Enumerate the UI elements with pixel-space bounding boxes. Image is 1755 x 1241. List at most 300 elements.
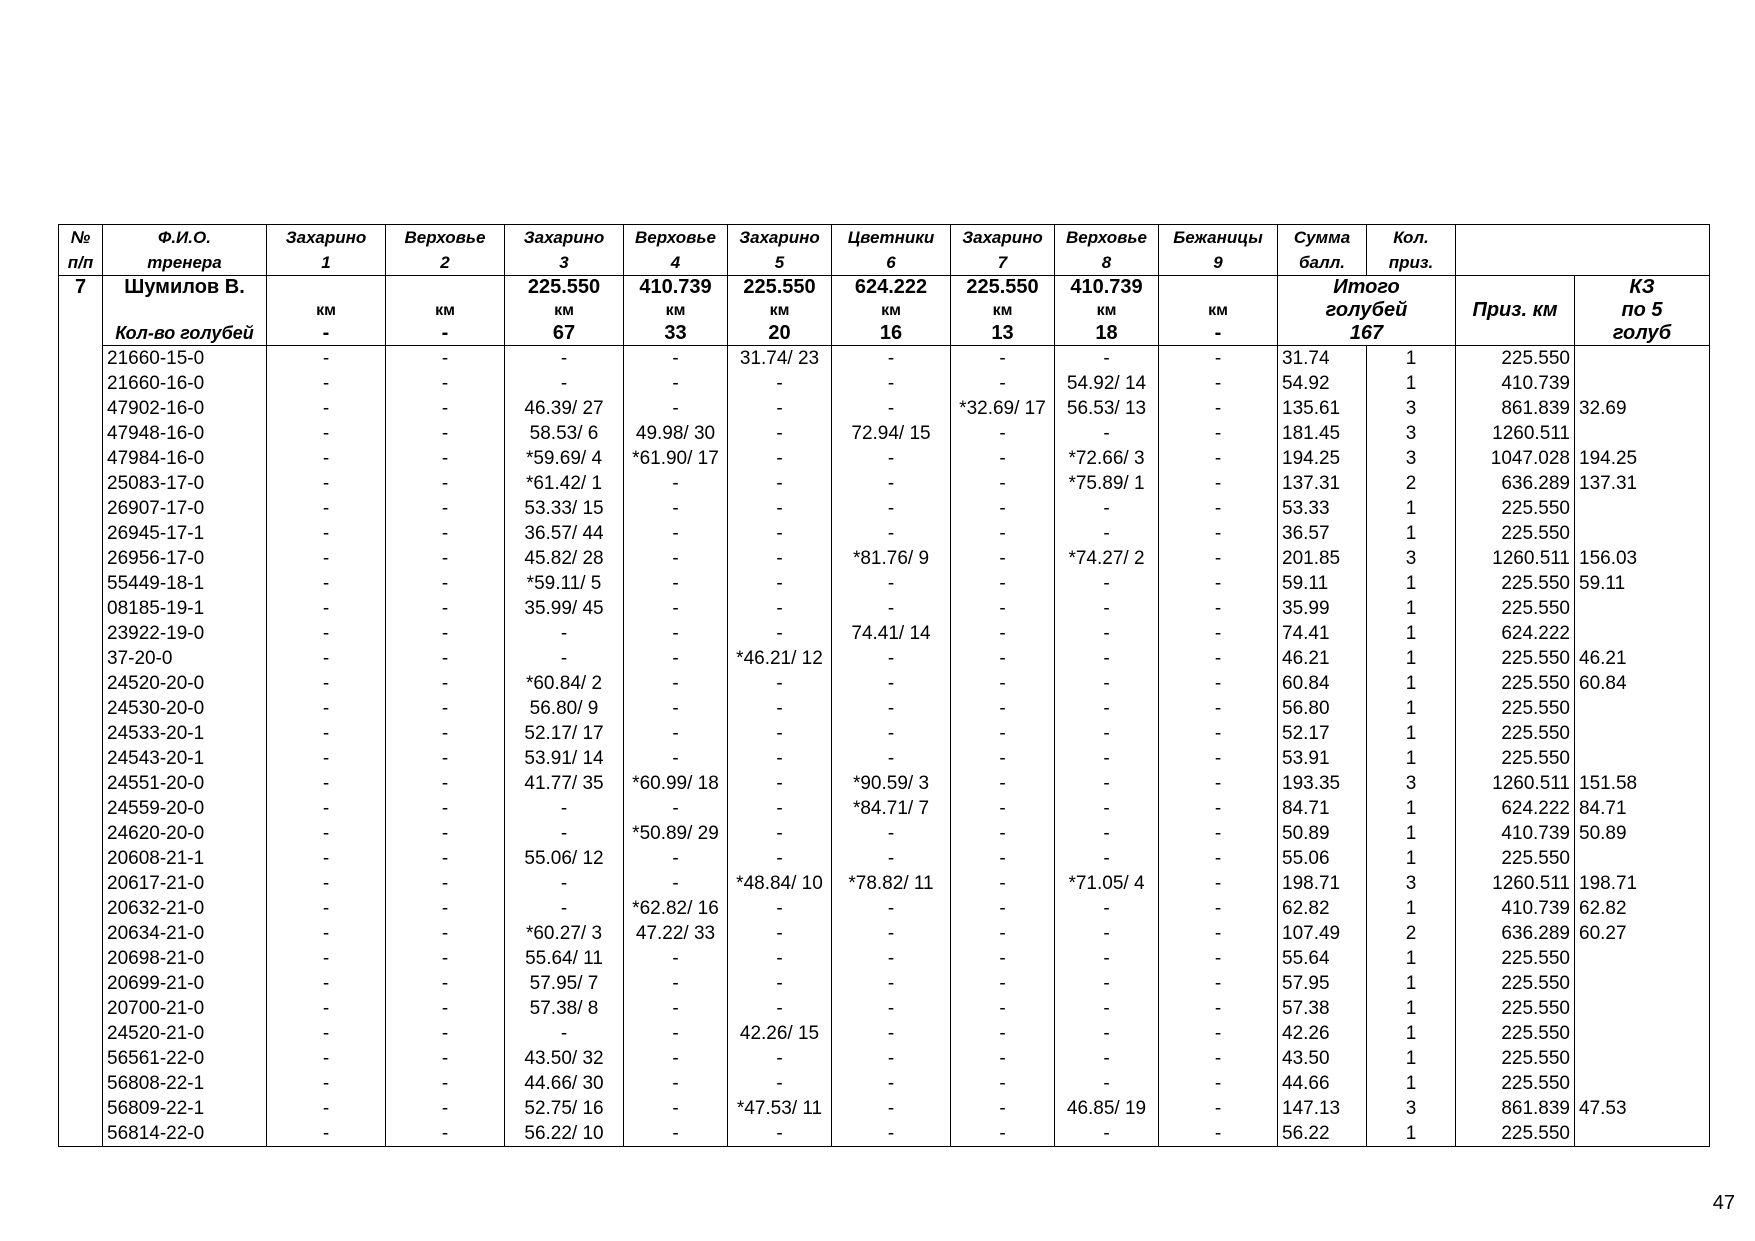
- row-number-blank: [59, 446, 103, 471]
- race-result-7: -: [951, 471, 1055, 496]
- race-result-4: -: [624, 671, 728, 696]
- ring-number: 24543-20-1: [103, 746, 267, 771]
- race-result-3: 46.39/ 27: [505, 396, 624, 421]
- prize-count: 1: [1367, 946, 1456, 971]
- table-row: [59, 771, 1710, 796]
- ring-number: 24620-20-0: [103, 821, 267, 846]
- race-result-8: -: [1055, 1021, 1159, 1046]
- race-result-5: 31.74/ 23: [728, 346, 832, 372]
- table-row: [59, 521, 1710, 546]
- ring-number: 47902-16-0: [103, 396, 267, 421]
- header-race-3: Захарино: [505, 225, 624, 251]
- race-result-9: -: [1159, 446, 1278, 471]
- race-result-1: -: [267, 946, 386, 971]
- race-result-5: -: [728, 496, 832, 521]
- prize-count: 3: [1367, 546, 1456, 571]
- unit-6: км: [832, 299, 951, 322]
- ring-number: 24530-20-0: [103, 696, 267, 721]
- ring-number: 20699-21-0: [103, 971, 267, 996]
- race-result-5: -: [728, 446, 832, 471]
- table-row: [59, 721, 1710, 746]
- race-result-4: *60.99/ 18: [624, 771, 728, 796]
- ring-number: 24533-20-1: [103, 721, 267, 746]
- race-result-8: -: [1055, 621, 1159, 646]
- sum-points: 74.41: [1278, 621, 1367, 646]
- kz-value: [1575, 371, 1710, 396]
- race-result-7: -: [951, 421, 1055, 446]
- race-result-6: -: [832, 946, 951, 971]
- prize-count: 3: [1367, 396, 1456, 421]
- table-row: [59, 421, 1710, 446]
- race-result-3: *61.42/ 1: [505, 471, 624, 496]
- header-prizes-sub: приз.: [1367, 250, 1456, 276]
- count-3: 67: [505, 322, 624, 346]
- race-result-4: -: [624, 846, 728, 871]
- header-prizes: Кол.: [1367, 225, 1456, 251]
- race-result-4: *62.82/ 16: [624, 896, 728, 921]
- race-result-6: -: [832, 821, 951, 846]
- distance-2: [386, 276, 505, 300]
- table-row: [59, 571, 1710, 596]
- race-result-5: -: [728, 471, 832, 496]
- row-number-blank: [59, 1046, 103, 1071]
- race-result-1: -: [267, 621, 386, 646]
- row-number-blank: [59, 1021, 103, 1046]
- prize-count: 1: [1367, 596, 1456, 621]
- kz-value: 46.21: [1575, 646, 1710, 671]
- prize-km: 225.550: [1456, 496, 1575, 521]
- race-result-6: -: [832, 1046, 951, 1071]
- race-result-4: -: [624, 396, 728, 421]
- table-row: [59, 346, 1710, 372]
- race-result-3: -: [505, 646, 624, 671]
- row-number-blank: [59, 621, 103, 646]
- race-result-6: -: [832, 1071, 951, 1096]
- race-result-9: -: [1159, 946, 1278, 971]
- race-result-7: -: [951, 621, 1055, 646]
- race-result-3: -: [505, 821, 624, 846]
- race-result-7: -: [951, 721, 1055, 746]
- race-result-1: -: [267, 771, 386, 796]
- race-result-8: *71.05/ 4: [1055, 871, 1159, 896]
- sum-points: 59.11: [1278, 571, 1367, 596]
- race-result-7: -: [951, 1021, 1055, 1046]
- race-result-1: -: [267, 896, 386, 921]
- prize-km: 225.550: [1456, 946, 1575, 971]
- race-result-9: -: [1159, 771, 1278, 796]
- race-result-3: -: [505, 796, 624, 821]
- header-row-top: [59, 225, 1710, 251]
- row-number-blank: [59, 346, 103, 372]
- race-result-2: -: [386, 696, 505, 721]
- sum-points: 43.50: [1278, 1046, 1367, 1071]
- race-result-5: -: [728, 1046, 832, 1071]
- race-result-5: *48.84/ 10: [728, 871, 832, 896]
- race-result-5: -: [728, 396, 832, 421]
- sum-points: 42.26: [1278, 1021, 1367, 1046]
- race-result-6: -: [832, 1121, 951, 1147]
- kz-value: 60.27: [1575, 921, 1710, 946]
- sum-points: 198.71: [1278, 871, 1367, 896]
- race-result-1: -: [267, 696, 386, 721]
- table-row: [59, 921, 1710, 946]
- sum-points: 181.45: [1278, 421, 1367, 446]
- race-result-7: -: [951, 1046, 1055, 1071]
- race-result-3: -: [505, 896, 624, 921]
- row-number-blank: [59, 696, 103, 721]
- prize-km: 636.289: [1456, 921, 1575, 946]
- table-row: [59, 946, 1710, 971]
- race-result-2: -: [386, 1021, 505, 1046]
- table-row: [59, 671, 1710, 696]
- race-result-1: -: [267, 646, 386, 671]
- race-result-1: -: [267, 1046, 386, 1071]
- prize-count: 1: [1367, 1021, 1456, 1046]
- table-row: [59, 371, 1710, 396]
- race-result-6: -: [832, 1096, 951, 1121]
- header-race-4-no: 4: [624, 250, 728, 276]
- race-result-5: -: [728, 996, 832, 1021]
- table-row: [59, 871, 1710, 896]
- sum-points: 53.91: [1278, 746, 1367, 771]
- race-result-2: -: [386, 646, 505, 671]
- race-result-2: -: [386, 721, 505, 746]
- trainer-blank: [103, 299, 267, 322]
- race-result-6: -: [832, 896, 951, 921]
- kz-value: [1575, 496, 1710, 521]
- race-result-5: -: [728, 796, 832, 821]
- row-number-blank: [59, 921, 103, 946]
- race-result-6: -: [832, 696, 951, 721]
- prize-km: 225.550: [1456, 671, 1575, 696]
- race-result-1: -: [267, 796, 386, 821]
- kz-value: 84.71: [1575, 796, 1710, 821]
- table-row: [59, 396, 1710, 421]
- prize-km: 225.550: [1456, 646, 1575, 671]
- race-result-8: -: [1055, 1071, 1159, 1096]
- race-result-3: 36.57/ 44: [505, 521, 624, 546]
- sum-points: 55.06: [1278, 846, 1367, 871]
- prize-count: 1: [1367, 746, 1456, 771]
- race-result-4: -: [624, 1071, 728, 1096]
- race-result-9: -: [1159, 346, 1278, 372]
- prize-count: 1: [1367, 1046, 1456, 1071]
- race-result-7: -: [951, 1071, 1055, 1096]
- race-result-4: -: [624, 746, 728, 771]
- race-result-9: -: [1159, 871, 1278, 896]
- prize-km: 861.839: [1456, 1096, 1575, 1121]
- prize-km: 225.550: [1456, 596, 1575, 621]
- section-row-units: [59, 299, 1710, 322]
- race-result-1: -: [267, 396, 386, 421]
- ring-number: 20698-21-0: [103, 946, 267, 971]
- distance-6: 624.222: [832, 276, 951, 300]
- row-number-blank: [59, 471, 103, 496]
- header-blank-km: [1456, 225, 1575, 251]
- race-result-6: -: [832, 571, 951, 596]
- race-result-8: -: [1055, 596, 1159, 621]
- header-race-3-no: 3: [505, 250, 624, 276]
- race-result-2: -: [386, 771, 505, 796]
- race-result-7: -: [951, 646, 1055, 671]
- prize-km: 410.739: [1456, 821, 1575, 846]
- sum-points: 54.92: [1278, 371, 1367, 396]
- race-result-4: -: [624, 546, 728, 571]
- kz-value: [1575, 746, 1710, 771]
- sum-points: 36.57: [1278, 521, 1367, 546]
- race-result-5: 42.26/ 15: [728, 1021, 832, 1046]
- table-row: [59, 746, 1710, 771]
- race-result-9: -: [1159, 921, 1278, 946]
- race-result-5: -: [728, 971, 832, 996]
- prize-km: 861.839: [1456, 396, 1575, 421]
- race-result-1: -: [267, 1096, 386, 1121]
- row-number-blank: [59, 996, 103, 1021]
- race-result-5: -: [728, 521, 832, 546]
- race-result-8: -: [1055, 496, 1159, 521]
- sum-points: 35.99: [1278, 596, 1367, 621]
- kz-label-1: КЗ: [1575, 276, 1710, 300]
- race-result-4: -: [624, 1046, 728, 1071]
- sum-points: 56.22: [1278, 1121, 1367, 1147]
- ring-number: 56808-22-1: [103, 1071, 267, 1096]
- race-result-8: -: [1055, 1046, 1159, 1071]
- race-result-8: 54.92/ 14: [1055, 371, 1159, 396]
- prize-count: 1: [1367, 621, 1456, 646]
- distance-9: [1159, 276, 1278, 300]
- race-result-2: -: [386, 671, 505, 696]
- table-row: [59, 1121, 1710, 1147]
- kz-value: [1575, 946, 1710, 971]
- prize-count: 1: [1367, 696, 1456, 721]
- kz-label-2: по 5: [1575, 299, 1710, 322]
- sum-points: 107.49: [1278, 921, 1367, 946]
- race-result-3: 56.22/ 10: [505, 1121, 624, 1147]
- race-result-9: -: [1159, 796, 1278, 821]
- race-result-6: -: [832, 1021, 951, 1046]
- header-race-7: Захарино: [951, 225, 1055, 251]
- race-result-4: -: [624, 796, 728, 821]
- distance-7: 225.550: [951, 276, 1055, 300]
- race-result-6: *90.59/ 3: [832, 771, 951, 796]
- race-result-2: -: [386, 546, 505, 571]
- prize-km: 225.550: [1456, 971, 1575, 996]
- race-result-2: -: [386, 396, 505, 421]
- table-row: [59, 471, 1710, 496]
- prize-count: 1: [1367, 996, 1456, 1021]
- sum-points: 52.17: [1278, 721, 1367, 746]
- count-label: Кол-во голубей: [103, 322, 267, 346]
- race-result-5: -: [728, 771, 832, 796]
- race-result-3: 55.06/ 12: [505, 846, 624, 871]
- sum-points: 46.21: [1278, 646, 1367, 671]
- race-result-8: -: [1055, 646, 1159, 671]
- sum-points: 56.80: [1278, 696, 1367, 721]
- race-result-8: 56.53/ 13: [1055, 396, 1159, 421]
- race-result-3: -: [505, 1021, 624, 1046]
- count-9: -: [1159, 322, 1278, 346]
- ring-number: 20632-21-0: [103, 896, 267, 921]
- race-result-7: -: [951, 496, 1055, 521]
- row-number-blank: [59, 571, 103, 596]
- race-result-8: -: [1055, 996, 1159, 1021]
- prize-count: 1: [1367, 346, 1456, 372]
- kz-value: [1575, 346, 1710, 372]
- race-result-8: *74.27/ 2: [1055, 546, 1159, 571]
- prize-km: 410.739: [1456, 371, 1575, 396]
- row-number-blank: [59, 796, 103, 821]
- race-result-7: *32.69/ 17: [951, 396, 1055, 421]
- race-result-9: -: [1159, 546, 1278, 571]
- race-result-3: -: [505, 871, 624, 896]
- race-result-3: 53.33/ 15: [505, 496, 624, 521]
- race-result-2: -: [386, 1046, 505, 1071]
- race-result-3: -: [505, 621, 624, 646]
- prize-count: 1: [1367, 796, 1456, 821]
- race-result-7: -: [951, 971, 1055, 996]
- header-num: №: [59, 225, 103, 251]
- row-number-blank: [59, 421, 103, 446]
- race-result-3: *59.69/ 4: [505, 446, 624, 471]
- race-result-3: 58.53/ 6: [505, 421, 624, 446]
- race-result-1: -: [267, 421, 386, 446]
- prize-count: 1: [1367, 496, 1456, 521]
- row-number-blank: [59, 821, 103, 846]
- ring-number: 47984-16-0: [103, 446, 267, 471]
- prize-count: 1: [1367, 971, 1456, 996]
- race-result-4: -: [624, 371, 728, 396]
- sum-points: 137.31: [1278, 471, 1367, 496]
- header-race-1-no: 1: [267, 250, 386, 276]
- race-result-2: -: [386, 1121, 505, 1147]
- header-race-9: Бежаницы: [1159, 225, 1278, 251]
- race-result-7: -: [951, 996, 1055, 1021]
- distance-3: 225.550: [505, 276, 624, 300]
- prize-km: 225.550: [1456, 1046, 1575, 1071]
- count-6: 16: [832, 322, 951, 346]
- race-result-6: *84.71/ 7: [832, 796, 951, 821]
- race-result-7: -: [951, 946, 1055, 971]
- ring-number: 26945-17-1: [103, 521, 267, 546]
- kz-value: [1575, 621, 1710, 646]
- row-number-blank: [59, 1071, 103, 1096]
- race-result-4: -: [624, 646, 728, 671]
- race-result-6: -: [832, 671, 951, 696]
- race-result-4: -: [624, 596, 728, 621]
- section-row-distances: [59, 276, 1710, 300]
- prize-km: 1260.511: [1456, 421, 1575, 446]
- race-result-8: -: [1055, 971, 1159, 996]
- race-result-4: 47.22/ 33: [624, 921, 728, 946]
- race-result-9: -: [1159, 471, 1278, 496]
- race-result-5: -: [728, 596, 832, 621]
- race-result-9: -: [1159, 421, 1278, 446]
- race-result-2: -: [386, 1071, 505, 1096]
- race-result-3: 56.80/ 9: [505, 696, 624, 721]
- race-result-4: -: [624, 621, 728, 646]
- race-result-6: 74.41/ 14: [832, 621, 951, 646]
- race-result-6: -: [832, 521, 951, 546]
- prize-km: 225.550: [1456, 1121, 1575, 1147]
- race-result-8: *72.66/ 3: [1055, 446, 1159, 471]
- race-result-2: -: [386, 996, 505, 1021]
- race-result-5: -: [728, 921, 832, 946]
- header-race-8-no: 8: [1055, 250, 1159, 276]
- race-result-4: -: [624, 996, 728, 1021]
- race-result-3: 44.66/ 30: [505, 1071, 624, 1096]
- header-race-5-no: 5: [728, 250, 832, 276]
- race-result-5: -: [728, 1071, 832, 1096]
- trainer-name: Шумилов В.: [103, 276, 267, 300]
- results-table-body: [59, 225, 1710, 1147]
- prize-km: 1260.511: [1456, 871, 1575, 896]
- row-number-blank: [59, 396, 103, 421]
- race-result-6: -: [832, 471, 951, 496]
- race-result-5: -: [728, 821, 832, 846]
- race-result-8: 46.85/ 19: [1055, 1096, 1159, 1121]
- table-row: [59, 496, 1710, 521]
- row-number-blank: [59, 596, 103, 621]
- table-row: [59, 1046, 1710, 1071]
- race-result-7: -: [951, 346, 1055, 372]
- race-result-8: -: [1055, 671, 1159, 696]
- prize-count: 1: [1367, 1071, 1456, 1096]
- race-result-3: 43.50/ 32: [505, 1046, 624, 1071]
- header-race-9-no: 9: [1159, 250, 1278, 276]
- race-result-8: -: [1055, 1121, 1159, 1147]
- race-result-6: -: [832, 971, 951, 996]
- row-number-blank: [59, 946, 103, 971]
- unit-7: км: [951, 299, 1055, 322]
- race-result-4: -: [624, 971, 728, 996]
- race-result-3: 57.38/ 8: [505, 996, 624, 1021]
- prize-count: 2: [1367, 471, 1456, 496]
- header-blank-km-sub: [1456, 250, 1575, 276]
- table-row: [59, 596, 1710, 621]
- table-row: [59, 996, 1710, 1021]
- count-4: 33: [624, 322, 728, 346]
- section-row-counts: [59, 322, 1710, 346]
- distance-5: 225.550: [728, 276, 832, 300]
- sum-points: 44.66: [1278, 1071, 1367, 1096]
- kz-value: 137.31: [1575, 471, 1710, 496]
- prize-count: 1: [1367, 571, 1456, 596]
- table-row: [59, 1096, 1710, 1121]
- race-result-3: 53.91/ 14: [505, 746, 624, 771]
- race-result-8: -: [1055, 921, 1159, 946]
- sum-points: 135.61: [1278, 396, 1367, 421]
- race-result-5: -: [728, 696, 832, 721]
- race-result-9: -: [1159, 821, 1278, 846]
- unit-3: км: [505, 299, 624, 322]
- distance-1: [267, 276, 386, 300]
- kz-value: [1575, 696, 1710, 721]
- ring-number: 21660-15-0: [103, 346, 267, 372]
- race-result-1: -: [267, 1021, 386, 1046]
- race-result-6: -: [832, 646, 951, 671]
- race-result-7: -: [951, 771, 1055, 796]
- count-5: 20: [728, 322, 832, 346]
- race-result-6: -: [832, 996, 951, 1021]
- race-result-1: -: [267, 346, 386, 372]
- sum-points: 193.35: [1278, 771, 1367, 796]
- page-number: 47: [1712, 1192, 1735, 1214]
- prize-count: 1: [1367, 846, 1456, 871]
- race-result-9: -: [1159, 496, 1278, 521]
- sum-points: 147.13: [1278, 1096, 1367, 1121]
- table-row: [59, 621, 1710, 646]
- race-result-9: -: [1159, 721, 1278, 746]
